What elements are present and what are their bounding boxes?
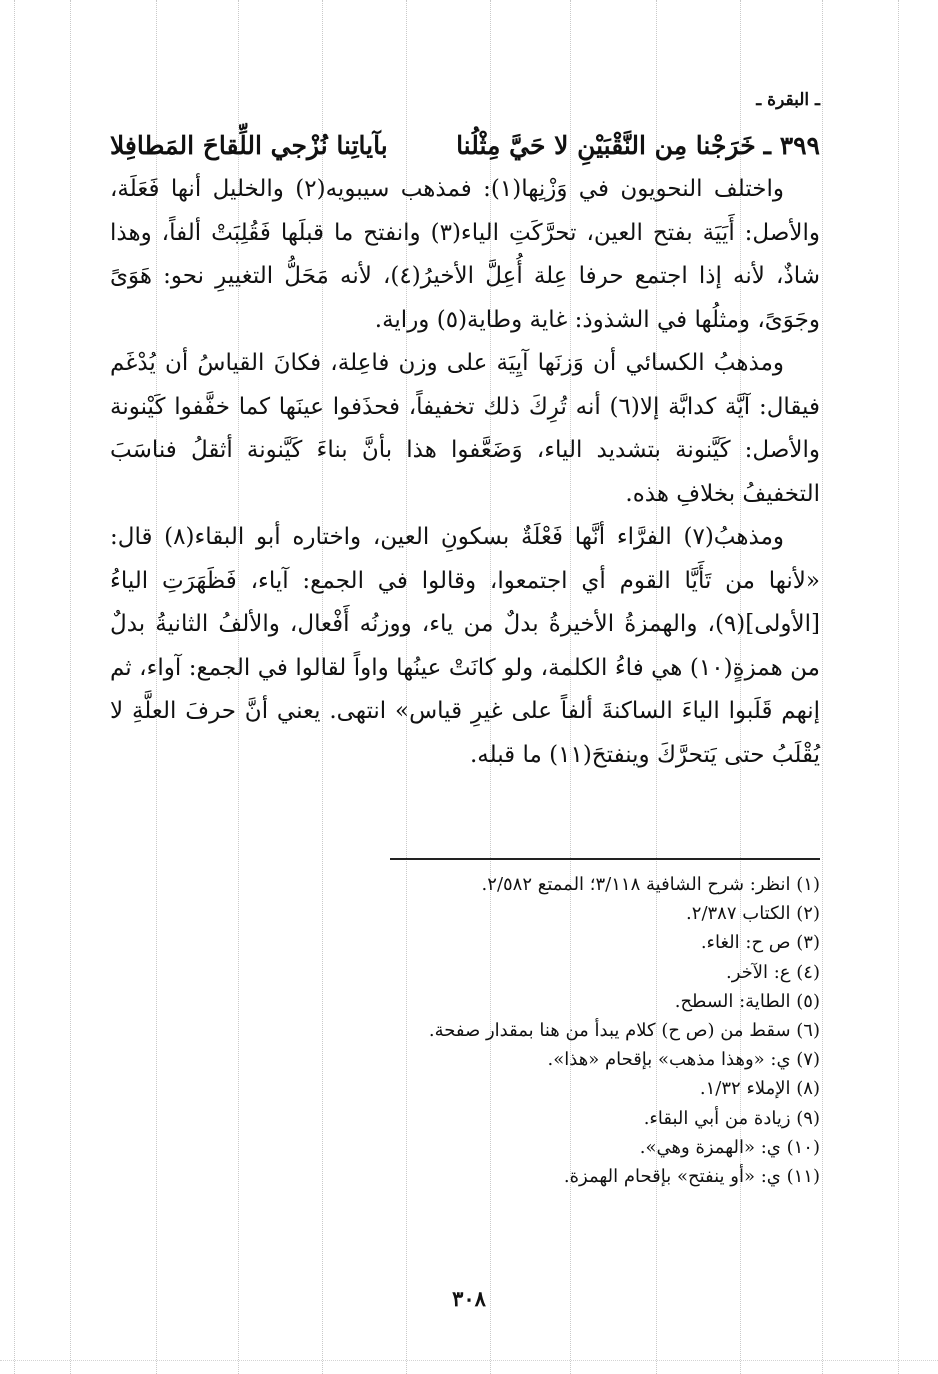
paragraph-2: ومذهبُ الكسائي أن وَزنَها آيِيَة على وزن فاعِلة، فكانَ القياسُ أن يُدْغَم فيقال: آيَّة كدابَّة إلا(٦) أنه تُرِكَ ذلك تخفيفاً، فحذَفوا عينَها كما خفَّفوا كَيْنونة والأصل: كَيَّنونة بتشديد الياء، وَضَعَّفوا هذا بأنَّ بناءَ كَيَّنونة أثقلُ فناسَبَ التخفيفُ بخلافِ هذه. (110, 350, 820, 507)
paragraph-1: واختلف النحويون في وَزْنِها(١): فمذهب سيبويه(٢) والخليل أنها فَعَلَة، والأصل: أَيَيَة بفتح العين، تحرَّكَتِ الياء(٣) وانفتح ما قبلَها فَقُلِبَتْ ألفاً، وهذا شاذٌ، لأنه إذا اجتمع حرفا عِلة أُعِلَّ الأخيرُ(٤)، لأنه مَحَلُّ التغييرِ نحو: هَوَىً وجَوَىً، ومثلُها في الشذوذ: غاية وطاية(٥) وراية. (110, 176, 820, 333)
footnote: (٢) الكتاب ٢/٣٨٧. (686, 903, 820, 925)
footnote: (٧) ي: «وهذا مذهب» بإقحام «هذا». (547, 1049, 820, 1071)
footnote: (٣) ص ح: الغاء. (700, 932, 820, 954)
footnote-rule (390, 858, 820, 860)
verse-hemistich-2: بآياتِنا نُزْجي اللِّقاحَ المَطافِلا (110, 131, 388, 160)
footnote: (٤) ع: الآخر. (725, 961, 820, 983)
footnotes (110, 858, 820, 1191)
footnote: (٥) الطاية: السطح. (674, 990, 820, 1012)
poetry-verse (110, 124, 820, 168)
footnote: (٨) الإملاء ١/٣٢. (699, 1078, 820, 1100)
footnote: (٩) زيادة من أبي البقاء. (643, 1107, 820, 1129)
footnote: (٦) سقط من (ص ح) كلام يبدأ من هنا بمقدار صفحة. (428, 1020, 820, 1042)
footnote: (١٠) ي: «الهمزة وهي». (639, 1136, 820, 1158)
page-number: ٣٠٨ (452, 1286, 486, 1311)
verse-number: ٣٩٩ ـ (763, 131, 820, 160)
running-head: ـ البقرة ـ (756, 90, 820, 110)
footnote: (١١) ي: «أو ينفتح» بإقحام الهمزة. (563, 1166, 820, 1188)
verse-first-half (456, 124, 820, 168)
paragraph-3: ومذهبُ(٧) الفرَّاء أنَّها فَعْلَةٌ بسكونِ العين، واختاره أبو البقاء(٨) قال: «لأنها من تَأَيَّا القوم أي اجتمعوا، وقالوا في الجمع: آياء، فَظَهَرَتِ الياءُ [الأولى](٩)، والهمزةُ الأخيرةُ بدلٌ من ياء، ووزنُه أَفْعال، والألفُ الثانيةُ بدلٌ من همزةٍ(١٠) هي فاءُ الكلمة، ولو كانَتْ عينُها واواً لقالوا في الجمع: آواء، ثم إنهم قَلَبوا الياءَ الساكنةَ ألفاً على غيرِ قياس» انتهى. يعني أنَّ حرفَ العلَّةِ لا يُقْلَبُ حتى يَتحرَّكَ وينفتحَ(١١) ما قبله. (110, 524, 820, 768)
page-body (110, 90, 820, 777)
footnote: (١) انظر: شرح الشافية ٣/١١٨؛ الممتع ٢/٥٨٢. (481, 874, 820, 895)
verse-hemistich-1: خَرَجْنا مِن النَّقْبَيْنِ لا حَيَّ مِثْلُنا (456, 131, 756, 160)
